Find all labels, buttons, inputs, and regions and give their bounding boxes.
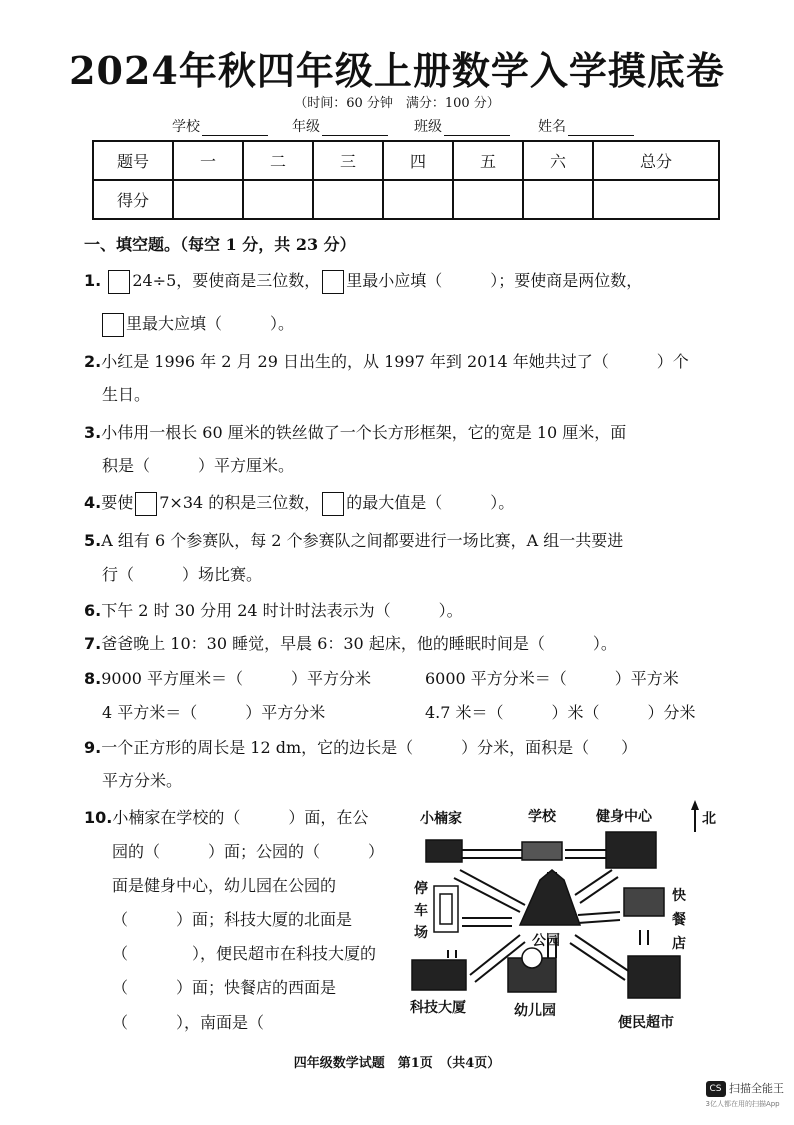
label-park: 公园 bbox=[532, 933, 560, 949]
question-text: 要使 bbox=[101, 493, 134, 512]
question-10-line-6: （ ）面；快餐店的西面是 bbox=[112, 978, 337, 997]
label-fastfood-char: 餐 bbox=[672, 912, 686, 928]
exam-time-score: （时间：60 分钟 满分：100 分） bbox=[294, 96, 500, 111]
watermark-tagline: 3亿人都在用的扫描App bbox=[705, 1100, 780, 1108]
question-9-line-2: 平方分米。 bbox=[102, 771, 183, 790]
score-header-cell: 六 bbox=[523, 141, 593, 180]
question-text: 7×34 的积是三位数， bbox=[159, 493, 321, 512]
xiaonan-home-icon bbox=[426, 840, 462, 862]
question-text: 爸爸晚上 10：30 睡觉，早晨 6：30 起床，他的睡眠时间是（ ）。 bbox=[101, 634, 617, 653]
score-header-cell: 三 bbox=[313, 141, 383, 180]
label-parking-char: 停 bbox=[414, 881, 428, 897]
question-10-line-7: （ ），南面是（ bbox=[112, 1013, 265, 1032]
question-text: 里最大应填（ ）。 bbox=[126, 314, 295, 333]
question-10-line-5: （ ），便民超市在科技大厦的 bbox=[112, 944, 377, 963]
page-footer: 四年级数学试题 第1页 （共4页） bbox=[293, 1056, 501, 1071]
class-label: 班级 bbox=[414, 119, 442, 135]
question-10-line-3: 面是健身中心，幼儿园在公园的 bbox=[112, 876, 337, 895]
camscanner-logo-icon: CS bbox=[706, 1081, 726, 1097]
question-10-line-4: （ ）面；科技大厦的北面是 bbox=[112, 910, 353, 929]
question-text: 9000 平方厘米＝（ ）平方分米 bbox=[101, 669, 372, 688]
watermark-name: 扫描全能王 bbox=[729, 1082, 784, 1095]
label-supermarket: 便民超市 bbox=[618, 1015, 674, 1031]
park-icon bbox=[520, 870, 580, 925]
north-arrow-icon bbox=[691, 800, 699, 832]
question-2-line-2: 生日。 bbox=[102, 385, 151, 404]
fastfood-icon bbox=[624, 888, 664, 916]
supermarket-icon bbox=[628, 956, 680, 998]
school-icon bbox=[522, 842, 562, 860]
label-xiaonan-home: 小楠家 bbox=[420, 811, 462, 827]
score-row-label: 得分 bbox=[93, 180, 173, 219]
question-text: 下午 2 时 30 分用 24 时计时法表示为（ ）。 bbox=[101, 601, 463, 620]
question-number: 2. bbox=[84, 352, 102, 371]
question-text: 小伟用一根长 60 厘米的铁丝做了一个长方形框架，它的宽是 10 厘米，面 bbox=[101, 423, 627, 442]
score-header-cell: 一 bbox=[173, 141, 243, 180]
label-fastfood bbox=[672, 884, 686, 956]
question-text: 一个正方形的周长是 12 dm，它的边长是（ ）分米，面积是（ ） bbox=[101, 738, 638, 757]
question-number: 5. bbox=[84, 531, 102, 550]
section-1-heading: 一、填空题。（每空 1 分，共 23 分） bbox=[84, 235, 356, 254]
score-header-cell: 四 bbox=[383, 141, 453, 180]
question-number: 4. bbox=[84, 493, 102, 512]
label-fastfood-char: 店 bbox=[672, 936, 686, 952]
question-8-item-c: 4 平方米＝（ ）平方分米 bbox=[102, 703, 326, 722]
score-header-cell: 五 bbox=[453, 141, 523, 180]
question-text: 的最大值是（ ）。 bbox=[346, 493, 515, 512]
score-header-cell: 总分 bbox=[593, 141, 719, 180]
school-label: 学校 bbox=[172, 119, 200, 135]
question-8-item-b: 6000 平方分米＝（ ）平方米 bbox=[425, 669, 679, 688]
question-number: 9. bbox=[84, 738, 102, 757]
question-number: 10. bbox=[84, 808, 113, 827]
label-tech-building: 科技大厦 bbox=[410, 1000, 466, 1016]
name-label: 姓名 bbox=[538, 119, 566, 135]
north-label: 北 bbox=[702, 811, 716, 827]
map-buildings bbox=[412, 832, 680, 998]
question-10-line-2: 园的（ ）面；公园的（ ） bbox=[112, 842, 385, 861]
question-number: 3. bbox=[84, 423, 102, 442]
question-number: 7. bbox=[84, 634, 102, 653]
grade-label: 年级 bbox=[292, 119, 320, 135]
question-3-line-2: 积是（ ）平方厘米。 bbox=[102, 456, 295, 475]
label-parking bbox=[414, 878, 428, 944]
label-school: 学校 bbox=[528, 809, 556, 825]
page-title: 2024年秋四年级上册数学入学摸底卷 bbox=[69, 48, 725, 93]
question-5-line-2: 行（ ）场比赛。 bbox=[102, 565, 263, 584]
label-parking-char: 车 bbox=[414, 903, 428, 919]
question-number: 6. bbox=[84, 601, 102, 620]
question-number: 8. bbox=[84, 669, 102, 688]
label-fastfood-char: 快 bbox=[672, 888, 686, 904]
gym-icon bbox=[606, 832, 656, 868]
score-header-cell: 题号 bbox=[93, 141, 173, 180]
scanner-watermark bbox=[706, 1080, 785, 1109]
question-text: 小楠家在学校的（ ）面，在公 bbox=[112, 808, 369, 827]
question-8-item-d: 4.7 米＝（ ）米（ ）分米 bbox=[425, 703, 696, 722]
question-text: 里最小应填（ ）；要使商是两位数， bbox=[346, 271, 643, 290]
label-gym: 健身中心 bbox=[596, 809, 652, 825]
question-number: 1. bbox=[84, 271, 102, 290]
question-text: A 组有 6 个参赛队，每 2 个参赛队之间都要进行一场比赛，A 组一共要进 bbox=[101, 531, 624, 550]
question-text: 24÷5，要使商是三位数， bbox=[132, 271, 321, 290]
label-parking-char: 场 bbox=[414, 925, 428, 941]
question-text: 小红是 1996 年 2 月 29 日出生的，从 1997 年到 2014 年她共过了（ ）个 bbox=[101, 352, 689, 371]
label-kindergarten: 幼儿园 bbox=[514, 1003, 556, 1019]
tech-building-icon bbox=[412, 960, 466, 990]
score-header-cell: 二 bbox=[243, 141, 313, 180]
